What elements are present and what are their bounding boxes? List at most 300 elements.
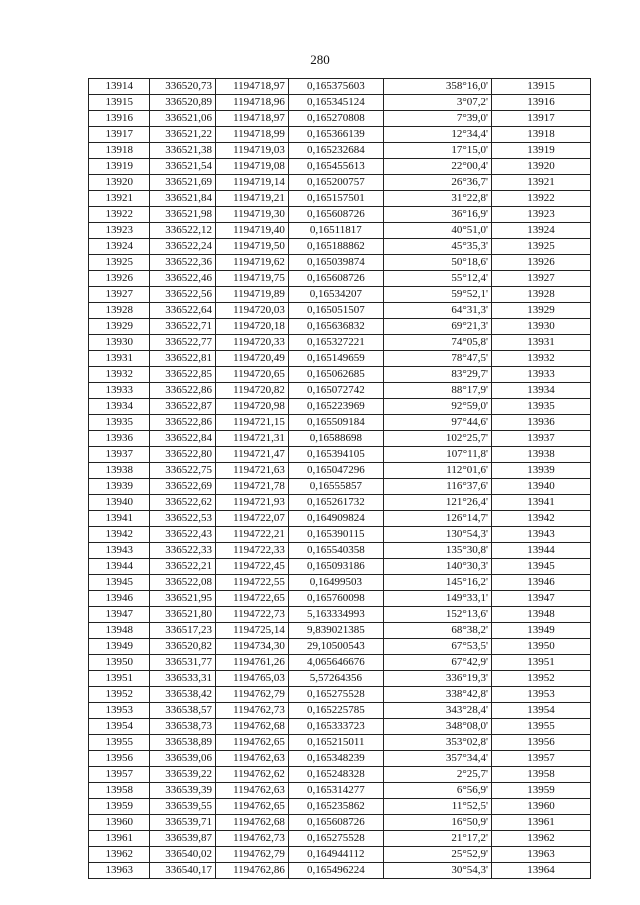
- distance-cell: 0,165039874: [288, 255, 383, 271]
- y-coordinate-cell: 1194722,73: [216, 607, 289, 623]
- table-row: [89, 687, 591, 703]
- table-row: [89, 79, 591, 95]
- point-number-cell: 13936: [89, 431, 150, 447]
- point-number-cell: 13963: [89, 863, 150, 879]
- x-coordinate-cell: 336540,17: [150, 863, 216, 879]
- bearing-cell: 45°35,3': [383, 239, 491, 255]
- y-coordinate-cell: 1194722,21: [216, 527, 289, 543]
- x-coordinate-cell: 336522,64: [150, 303, 216, 319]
- table-row: [89, 111, 591, 127]
- bearing-cell: 11°52,5': [383, 799, 491, 815]
- distance-cell: 5,57264356: [288, 671, 383, 687]
- bearing-cell: 74°05,8': [383, 335, 491, 351]
- table-row: [89, 95, 591, 111]
- table-row: [89, 239, 591, 255]
- y-coordinate-cell: 1194762,65: [216, 735, 289, 751]
- x-coordinate-cell: 336539,71: [150, 815, 216, 831]
- next-point-cell: 13939: [492, 463, 591, 479]
- point-number-cell: 13929: [89, 319, 150, 335]
- y-coordinate-cell: 1194721,93: [216, 495, 289, 511]
- x-coordinate-cell: 336522,81: [150, 351, 216, 367]
- x-coordinate-cell: 336539,06: [150, 751, 216, 767]
- bearing-cell: 112°01,6': [383, 463, 491, 479]
- x-coordinate-cell: 336521,54: [150, 159, 216, 175]
- bearing-cell: 55°12,4': [383, 271, 491, 287]
- point-number-cell: 13948: [89, 623, 150, 639]
- point-number-cell: 13922: [89, 207, 150, 223]
- next-point-cell: 13954: [492, 703, 591, 719]
- page-number: 280: [310, 52, 330, 67]
- point-number-cell: 13928: [89, 303, 150, 319]
- next-point-cell: 13932: [492, 351, 591, 367]
- next-point-cell: 13945: [492, 559, 591, 575]
- x-coordinate-cell: 336538,57: [150, 703, 216, 719]
- x-coordinate-cell: 336522,62: [150, 495, 216, 511]
- point-number-cell: 13931: [89, 351, 150, 367]
- distance-cell: 0,165223969: [288, 399, 383, 415]
- point-number-cell: 13944: [89, 559, 150, 575]
- x-coordinate-cell: 336522,53: [150, 511, 216, 527]
- table-row: [89, 607, 591, 623]
- distance-cell: 0,16534207: [288, 287, 383, 303]
- y-coordinate-cell: 1194762,79: [216, 847, 289, 863]
- table-row: [89, 831, 591, 847]
- table-row: [89, 655, 591, 671]
- table-row: [89, 207, 591, 223]
- bearing-cell: 36°16,9': [383, 207, 491, 223]
- point-number-cell: 13921: [89, 191, 150, 207]
- coordinates-table: [88, 78, 591, 879]
- y-coordinate-cell: 1194721,63: [216, 463, 289, 479]
- point-number-cell: 13943: [89, 543, 150, 559]
- bearing-cell: 26°36,7': [383, 175, 491, 191]
- bearing-cell: 68°38,2': [383, 623, 491, 639]
- point-number-cell: 13924: [89, 239, 150, 255]
- distance-cell: 0,165215011: [288, 735, 383, 751]
- y-coordinate-cell: 1194721,47: [216, 447, 289, 463]
- next-point-cell: 13925: [492, 239, 591, 255]
- point-number-cell: 13938: [89, 463, 150, 479]
- next-point-cell: 13924: [492, 223, 591, 239]
- table-row: [89, 559, 591, 575]
- distance-cell: 0,165149659: [288, 351, 383, 367]
- table-row: [89, 335, 591, 351]
- x-coordinate-cell: 336533,31: [150, 671, 216, 687]
- distance-cell: 0,165636832: [288, 319, 383, 335]
- bearing-cell: 22°00,4': [383, 159, 491, 175]
- bearing-cell: 67°53,5': [383, 639, 491, 655]
- x-coordinate-cell: 336539,39: [150, 783, 216, 799]
- distance-cell: 0,165157501: [288, 191, 383, 207]
- next-point-cell: 13931: [492, 335, 591, 351]
- table-row: [89, 191, 591, 207]
- point-number-cell: 13916: [89, 111, 150, 127]
- table-row: [89, 767, 591, 783]
- x-coordinate-cell: 336538,73: [150, 719, 216, 735]
- x-coordinate-cell: 336522,33: [150, 543, 216, 559]
- point-number-cell: 13945: [89, 575, 150, 591]
- distance-cell: 0,165200757: [288, 175, 383, 191]
- point-number-cell: 13960: [89, 815, 150, 831]
- table-row: [89, 319, 591, 335]
- x-coordinate-cell: 336522,75: [150, 463, 216, 479]
- x-coordinate-cell: 336520,89: [150, 95, 216, 111]
- y-coordinate-cell: 1194721,31: [216, 431, 289, 447]
- table-row: [89, 351, 591, 367]
- distance-cell: 0,165327221: [288, 335, 383, 351]
- next-point-cell: 13917: [492, 111, 591, 127]
- next-point-cell: 13940: [492, 479, 591, 495]
- bearing-cell: 50°18,6': [383, 255, 491, 271]
- x-coordinate-cell: 336522,24: [150, 239, 216, 255]
- bearing-cell: 16°50,9': [383, 815, 491, 831]
- x-coordinate-cell: 336522,12: [150, 223, 216, 239]
- table-row: [89, 479, 591, 495]
- table-row: [89, 127, 591, 143]
- y-coordinate-cell: 1194762,65: [216, 799, 289, 815]
- table-row: [89, 143, 591, 159]
- table-row: [89, 719, 591, 735]
- y-coordinate-cell: 1194722,07: [216, 511, 289, 527]
- bearing-cell: 12°34,4': [383, 127, 491, 143]
- distance-cell: 0,165248328: [288, 767, 383, 783]
- y-coordinate-cell: 1194719,03: [216, 143, 289, 159]
- point-number-cell: 13932: [89, 367, 150, 383]
- point-number-cell: 13940: [89, 495, 150, 511]
- y-coordinate-cell: 1194720,49: [216, 351, 289, 367]
- y-coordinate-cell: 1194719,89: [216, 287, 289, 303]
- y-coordinate-cell: 1194719,30: [216, 207, 289, 223]
- next-point-cell: 13935: [492, 399, 591, 415]
- distance-cell: 0,165345124: [288, 95, 383, 111]
- x-coordinate-cell: 336522,36: [150, 255, 216, 271]
- table-row: [89, 255, 591, 271]
- bearing-cell: 31°22,8': [383, 191, 491, 207]
- y-coordinate-cell: 1194722,45: [216, 559, 289, 575]
- x-coordinate-cell: 336522,85: [150, 367, 216, 383]
- next-point-cell: 13944: [492, 543, 591, 559]
- next-point-cell: 13950: [492, 639, 591, 655]
- y-coordinate-cell: 1194762,86: [216, 863, 289, 879]
- point-number-cell: 13927: [89, 287, 150, 303]
- point-number-cell: 13953: [89, 703, 150, 719]
- x-coordinate-cell: 336522,86: [150, 383, 216, 399]
- distance-cell: 0,165608726: [288, 271, 383, 287]
- point-number-cell: 13961: [89, 831, 150, 847]
- point-number-cell: 13950: [89, 655, 150, 671]
- table-row: [89, 447, 591, 463]
- x-coordinate-cell: 336539,87: [150, 831, 216, 847]
- distance-cell: 0,165608726: [288, 815, 383, 831]
- x-coordinate-cell: 336521,95: [150, 591, 216, 607]
- x-coordinate-cell: 336521,06: [150, 111, 216, 127]
- point-number-cell: 13935: [89, 415, 150, 431]
- x-coordinate-cell: 336522,84: [150, 431, 216, 447]
- bearing-cell: 17°15,0': [383, 143, 491, 159]
- y-coordinate-cell: 1194720,33: [216, 335, 289, 351]
- bearing-cell: 107°11,8': [383, 447, 491, 463]
- y-coordinate-cell: 1194725,14: [216, 623, 289, 639]
- y-coordinate-cell: 1194718,97: [216, 79, 289, 95]
- x-coordinate-cell: 336517,23: [150, 623, 216, 639]
- bearing-cell: 358°16,0': [383, 79, 491, 95]
- point-number-cell: 13962: [89, 847, 150, 863]
- table-row: [89, 303, 591, 319]
- x-coordinate-cell: 336522,77: [150, 335, 216, 351]
- bearing-cell: 78°47,5': [383, 351, 491, 367]
- distance-cell: 0,165051507: [288, 303, 383, 319]
- y-coordinate-cell: 1194762,73: [216, 703, 289, 719]
- distance-cell: 0,16499503: [288, 575, 383, 591]
- distance-cell: 0,165047296: [288, 463, 383, 479]
- distance-cell: 5,163334993: [288, 607, 383, 623]
- bearing-cell: 40°51,0': [383, 223, 491, 239]
- point-number-cell: 13914: [89, 79, 150, 95]
- next-point-cell: 13949: [492, 623, 591, 639]
- bearing-cell: 353°02,8': [383, 735, 491, 751]
- distance-cell: 0,16555857: [288, 479, 383, 495]
- next-point-cell: 13927: [492, 271, 591, 287]
- next-point-cell: 13919: [492, 143, 591, 159]
- distance-cell: 0,165394105: [288, 447, 383, 463]
- distance-cell: 0,165235862: [288, 799, 383, 815]
- next-point-cell: 13915: [492, 79, 591, 95]
- next-point-cell: 13929: [492, 303, 591, 319]
- point-number-cell: 13954: [89, 719, 150, 735]
- table-row: [89, 495, 591, 511]
- y-coordinate-cell: 1194719,14: [216, 175, 289, 191]
- table-row: [89, 415, 591, 431]
- point-number-cell: 13942: [89, 527, 150, 543]
- next-point-cell: 13934: [492, 383, 591, 399]
- x-coordinate-cell: 336522,08: [150, 575, 216, 591]
- point-number-cell: 13951: [89, 671, 150, 687]
- x-coordinate-cell: 336522,71: [150, 319, 216, 335]
- next-point-cell: 13920: [492, 159, 591, 175]
- point-number-cell: 13957: [89, 767, 150, 783]
- next-point-cell: 13951: [492, 655, 591, 671]
- bearing-cell: 2°25,7': [383, 767, 491, 783]
- distance-cell: 0,164944112: [288, 847, 383, 863]
- bearing-cell: 7°39,0': [383, 111, 491, 127]
- distance-cell: 0,165270808: [288, 111, 383, 127]
- table-row: [89, 543, 591, 559]
- table-row: [89, 367, 591, 383]
- table-row: [89, 575, 591, 591]
- next-point-cell: 13948: [492, 607, 591, 623]
- y-coordinate-cell: 1194762,63: [216, 751, 289, 767]
- distance-cell: 0,164909824: [288, 511, 383, 527]
- bearing-cell: 343°28,4': [383, 703, 491, 719]
- distance-cell: 0,165375603: [288, 79, 383, 95]
- table-row: [89, 159, 591, 175]
- x-coordinate-cell: 336538,42: [150, 687, 216, 703]
- table-row: [89, 463, 591, 479]
- bearing-cell: 348°08,0': [383, 719, 491, 735]
- bearing-cell: 67°42,9': [383, 655, 491, 671]
- bearing-cell: 140°30,3': [383, 559, 491, 575]
- point-number-cell: 13946: [89, 591, 150, 607]
- y-coordinate-cell: 1194719,62: [216, 255, 289, 271]
- bearing-cell: 92°59,0': [383, 399, 491, 415]
- y-coordinate-cell: 1194721,78: [216, 479, 289, 495]
- distance-cell: 0,165072742: [288, 383, 383, 399]
- x-coordinate-cell: 336521,80: [150, 607, 216, 623]
- x-coordinate-cell: 336522,46: [150, 271, 216, 287]
- next-point-cell: 13952: [492, 671, 591, 687]
- next-point-cell: 13946: [492, 575, 591, 591]
- distance-cell: 0,165225785: [288, 703, 383, 719]
- table-row: [89, 399, 591, 415]
- bearing-cell: 64°31,3': [383, 303, 491, 319]
- distance-cell: 0,165455613: [288, 159, 383, 175]
- y-coordinate-cell: 1194718,97: [216, 111, 289, 127]
- x-coordinate-cell: 336522,56: [150, 287, 216, 303]
- bearing-cell: 149°33,1': [383, 591, 491, 607]
- y-coordinate-cell: 1194719,40: [216, 223, 289, 239]
- next-point-cell: 13930: [492, 319, 591, 335]
- table-row: [89, 671, 591, 687]
- table-row: [89, 623, 591, 639]
- distance-cell: 0,165093186: [288, 559, 383, 575]
- y-coordinate-cell: 1194718,99: [216, 127, 289, 143]
- distance-cell: 0,165232684: [288, 143, 383, 159]
- table-row: [89, 431, 591, 447]
- table-row: [89, 799, 591, 815]
- next-point-cell: 13953: [492, 687, 591, 703]
- point-number-cell: 13956: [89, 751, 150, 767]
- distance-cell: 0,165540358: [288, 543, 383, 559]
- next-point-cell: 13922: [492, 191, 591, 207]
- x-coordinate-cell: 336522,87: [150, 399, 216, 415]
- y-coordinate-cell: 1194722,65: [216, 591, 289, 607]
- y-coordinate-cell: 1194720,65: [216, 367, 289, 383]
- next-point-cell: 13959: [492, 783, 591, 799]
- table-row: [89, 271, 591, 287]
- y-coordinate-cell: 1194762,62: [216, 767, 289, 783]
- point-number-cell: 13959: [89, 799, 150, 815]
- x-coordinate-cell: 336521,38: [150, 143, 216, 159]
- table-row: [89, 223, 591, 239]
- bearing-cell: 69°21,3': [383, 319, 491, 335]
- y-coordinate-cell: 1194720,18: [216, 319, 289, 335]
- next-point-cell: 13941: [492, 495, 591, 511]
- x-coordinate-cell: 336522,80: [150, 447, 216, 463]
- y-coordinate-cell: 1194721,15: [216, 415, 289, 431]
- table-body: [89, 79, 591, 879]
- point-number-cell: 13937: [89, 447, 150, 463]
- bearing-cell: 357°34,4': [383, 751, 491, 767]
- table-row: [89, 639, 591, 655]
- y-coordinate-cell: 1194720,98: [216, 399, 289, 415]
- point-number-cell: 13925: [89, 255, 150, 271]
- y-coordinate-cell: 1194719,08: [216, 159, 289, 175]
- next-point-cell: 13918: [492, 127, 591, 143]
- bearing-cell: 83°29,7': [383, 367, 491, 383]
- next-point-cell: 13923: [492, 207, 591, 223]
- x-coordinate-cell: 336520,82: [150, 639, 216, 655]
- table-row: [89, 383, 591, 399]
- x-coordinate-cell: 336539,55: [150, 799, 216, 815]
- distance-cell: 0,165275528: [288, 831, 383, 847]
- next-point-cell: 13958: [492, 767, 591, 783]
- point-number-cell: 13915: [89, 95, 150, 111]
- next-point-cell: 13956: [492, 735, 591, 751]
- bearing-cell: 59°52,1': [383, 287, 491, 303]
- bearing-cell: 152°13,6': [383, 607, 491, 623]
- bearing-cell: 25°52,9': [383, 847, 491, 863]
- point-number-cell: 13917: [89, 127, 150, 143]
- x-coordinate-cell: 336538,89: [150, 735, 216, 751]
- next-point-cell: 13937: [492, 431, 591, 447]
- distance-cell: 9,839021385: [288, 623, 383, 639]
- next-point-cell: 13961: [492, 815, 591, 831]
- x-coordinate-cell: 336521,69: [150, 175, 216, 191]
- distance-cell: 0,165062685: [288, 367, 383, 383]
- table-row: [89, 815, 591, 831]
- next-point-cell: 13942: [492, 511, 591, 527]
- x-coordinate-cell: 336539,22: [150, 767, 216, 783]
- next-point-cell: 13916: [492, 95, 591, 111]
- next-point-cell: 13921: [492, 175, 591, 191]
- table-row: [89, 511, 591, 527]
- point-number-cell: 13955: [89, 735, 150, 751]
- bearing-cell: 116°37,6': [383, 479, 491, 495]
- distance-cell: 0,16588698: [288, 431, 383, 447]
- y-coordinate-cell: 1194720,82: [216, 383, 289, 399]
- distance-cell: 0,165608726: [288, 207, 383, 223]
- table-row: [89, 175, 591, 191]
- y-coordinate-cell: 1194762,63: [216, 783, 289, 799]
- x-coordinate-cell: 336522,43: [150, 527, 216, 543]
- x-coordinate-cell: 336522,69: [150, 479, 216, 495]
- y-coordinate-cell: 1194722,33: [216, 543, 289, 559]
- distance-cell: 0,165314277: [288, 783, 383, 799]
- bearing-cell: 97°44,6': [383, 415, 491, 431]
- bearing-cell: 126°14,7': [383, 511, 491, 527]
- next-point-cell: 13962: [492, 831, 591, 847]
- bearing-cell: 88°17,9': [383, 383, 491, 399]
- y-coordinate-cell: 1194762,73: [216, 831, 289, 847]
- point-number-cell: 13918: [89, 143, 150, 159]
- table-row: [89, 735, 591, 751]
- distance-cell: 4,065646676: [288, 655, 383, 671]
- next-point-cell: 13960: [492, 799, 591, 815]
- bearing-cell: 336°19,3': [383, 671, 491, 687]
- distance-cell: 0,165275528: [288, 687, 383, 703]
- point-number-cell: 13920: [89, 175, 150, 191]
- table-row: [89, 287, 591, 303]
- table-row: [89, 527, 591, 543]
- y-coordinate-cell: 1194722,55: [216, 575, 289, 591]
- point-number-cell: 13941: [89, 511, 150, 527]
- distance-cell: 0,165261732: [288, 495, 383, 511]
- y-coordinate-cell: 1194762,79: [216, 687, 289, 703]
- table-row: [89, 863, 591, 879]
- next-point-cell: 13947: [492, 591, 591, 607]
- point-number-cell: 13919: [89, 159, 150, 175]
- next-point-cell: 13963: [492, 847, 591, 863]
- bearing-cell: 130°54,3': [383, 527, 491, 543]
- bearing-cell: 102°25,7': [383, 431, 491, 447]
- distance-cell: 0,16511817: [288, 223, 383, 239]
- x-coordinate-cell: 336522,86: [150, 415, 216, 431]
- bearing-cell: 30°54,3': [383, 863, 491, 879]
- distance-cell: 0,165509184: [288, 415, 383, 431]
- y-coordinate-cell: 1194720,03: [216, 303, 289, 319]
- distance-cell: 0,165348239: [288, 751, 383, 767]
- bearing-cell: 338°42,8': [383, 687, 491, 703]
